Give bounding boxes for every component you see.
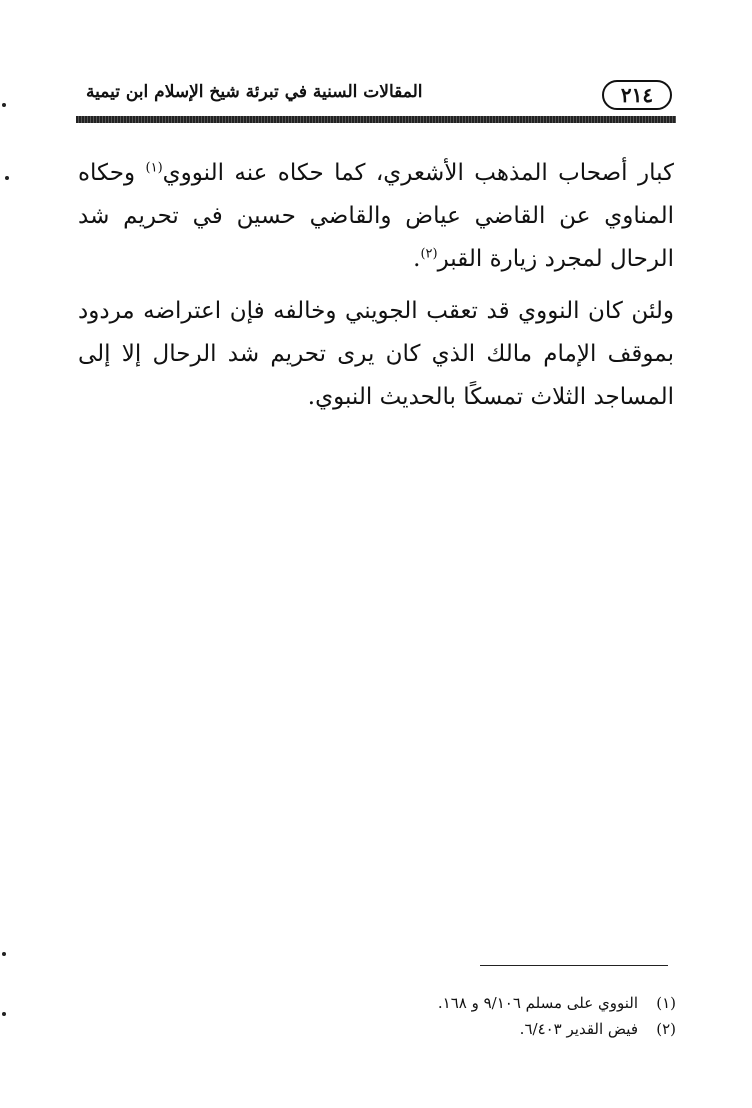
scan-speck: [5, 176, 9, 180]
footnote-1-text: النووي على مسلم ٩/١٠٦ و ١٦٨.: [437, 994, 638, 1012]
footnote-separator: [480, 965, 668, 966]
scan-speck: [2, 103, 6, 107]
body-text: [78, 152, 674, 419]
running-title: المقالات السنية في تبرئة شيخ الإسلام ابن تيمية: [86, 82, 423, 102]
footnote-ref-2[interactable]: (٢): [420, 246, 438, 262]
page-header: [78, 78, 676, 114]
footnote-2-text: فيض القدير ٦/٤٠٣.: [519, 1020, 638, 1038]
footnote-1: [300, 990, 676, 1016]
paragraph-1-part-b: وحكاه المناوي عن القاضي عياض والقاضي حسين في تحريم شد الرحال لمجرد زيارة القبر: [78, 160, 674, 272]
footnote-2: [300, 1016, 676, 1042]
page-number: ٢١٤: [602, 80, 672, 110]
scan-speck: [2, 1012, 6, 1016]
paragraph-1-part-a: كبار أصحاب المذهب الأشعري، كما حكاه عنه النووي: [162, 160, 674, 186]
header-rule: [76, 116, 676, 123]
footnote-1-number: (١): [656, 994, 676, 1012]
footnote-ref-1[interactable]: (١): [145, 160, 163, 176]
footnotes: [300, 990, 676, 1042]
scan-speck: [2, 952, 6, 956]
paragraph-1-part-c: .: [413, 246, 421, 272]
paragraph-2: ولئن كان النووي قد تعقب الجويني وخالفه فإن اعتراضه مردود بموقف الإمام مالك الذي كان يرى تحريم شد الرحال إلا إلى المساجد الثلاث تمسكًا بالحديث النبوي.: [78, 298, 674, 410]
footnote-2-number: (٢): [656, 1020, 676, 1038]
paragraph-1: [78, 152, 674, 281]
